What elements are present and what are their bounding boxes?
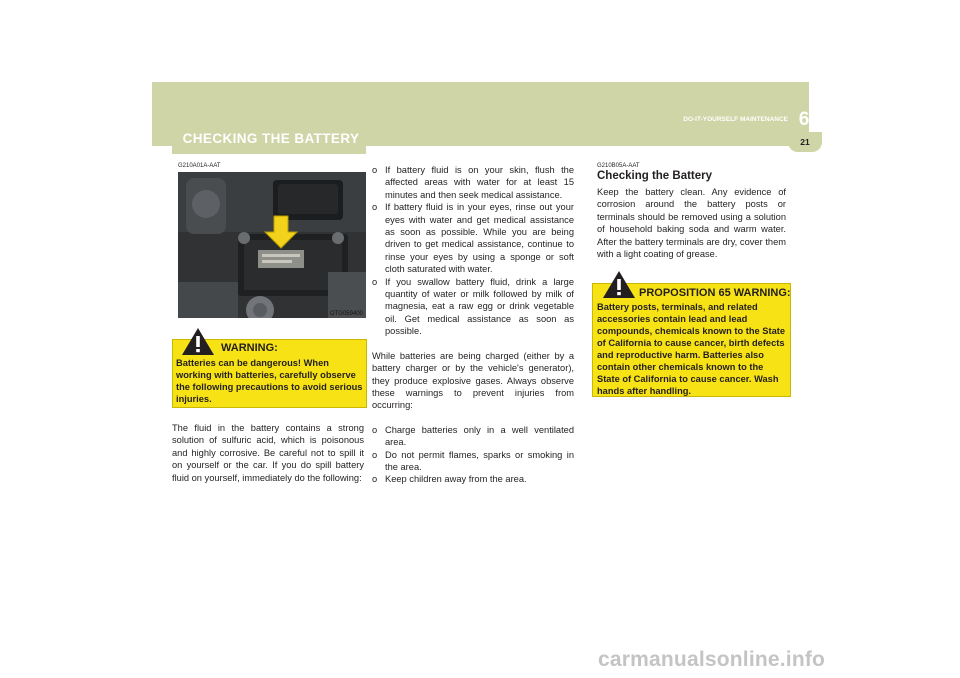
image-code: OTG059400 — [329, 311, 363, 317]
watermark: carmanualsonline.info — [598, 648, 826, 671]
warning-triangle-icon — [602, 270, 636, 299]
list-item: o If you swallow battery fluid, drink a large quantity of water or milk followed by milk of magnesia, eat a raw egg or drink vegetable oil. Get medical assistance as soon as possible. — [372, 276, 574, 337]
sulfuric-acid-paragraph: The fluid in the battery contains a strong solution of sulfuric acid, which is poisonous and highly corrosive. Be careful not to spill it on yourself or the car. If you do spill battery fluid on yourself, immediately do the following: — [172, 423, 364, 483]
middle-column — [372, 164, 574, 486]
list-item: o If battery fluid is in your eyes, rinse out your eyes with water and get medical assistance as soon as possible. While you are being driven to get medical assistance, continue to rinse your eyes by using a sponge or soft cloth saturated with water. — [372, 202, 574, 275]
list-item: o If battery fluid is on your skin, flush the affected areas with water for at least 15 minutes and then seek medical assistance. — [372, 165, 574, 200]
figure-code: G210A01A-AAT — [178, 163, 221, 169]
battery-warning-text: Batteries can be dangerous! When working with batteries, carefully observe the following precautions to avoid serious injuries. — [176, 358, 363, 404]
chapter-name: DO-IT-YOURSELF MAINTENANCE — [683, 116, 788, 123]
section-code: G210B05A-AAT — [597, 163, 640, 169]
prop65-warning-text: Battery posts, terminals, and related accessories contain lead and lead compounds, chemicals known to the State of California to cause cancer, birth defects and reproductive harm. Batteries also contain other chemicals known to the State of California to cause cancer. Wash hands after handling. — [597, 302, 786, 396]
battery-photo — [178, 172, 366, 318]
list-item: o Keep children away from the area. — [372, 474, 527, 485]
charging-paragraph: While batteries are being charged (either by a battery charger or by the vehicle's generator), they produce explosive gases. Always observe these warnings to prevent injuries from occurring: — [372, 350, 574, 411]
list-item: o Do not permit flames, sparks or smoking in the area. — [372, 449, 574, 472]
chapter-number: 6 — [798, 109, 810, 130]
warning-triangle-icon — [181, 327, 215, 356]
page-number: 21 — [800, 137, 810, 147]
battery-warning-title: WARNING: — [221, 342, 278, 354]
section-title: CHECKING THE BATTERY — [182, 131, 360, 146]
checking-battery-heading: Checking the Battery — [597, 170, 713, 182]
prop65-warning-title: PROPOSITION 65 WARNING: — [639, 287, 791, 299]
list-item: o Charge batteries only in a well ventilated area. — [372, 424, 574, 448]
checking-battery-paragraph: Keep the battery clean. Any evidence of corrosion around the battery posts or terminals should be removed using a solution of household baking soda and warm water. After the battery terminals are dry, cover them with a light coating of grease. — [597, 187, 786, 260]
